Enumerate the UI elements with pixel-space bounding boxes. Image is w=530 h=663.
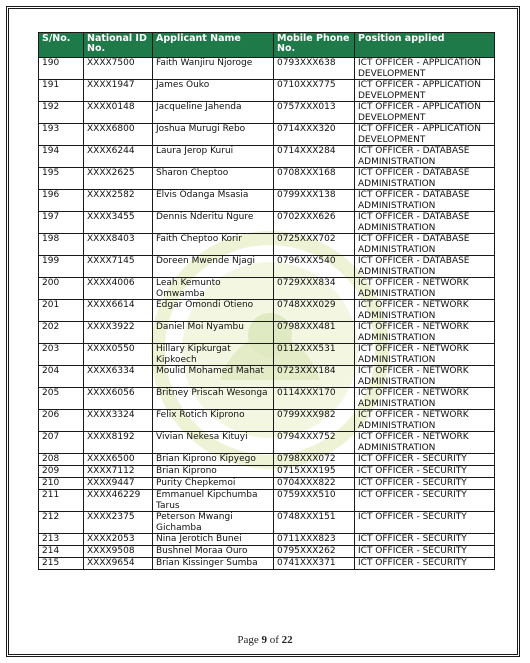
cell-sno: 208 (39, 454, 84, 466)
cell-sno: 190 (39, 58, 84, 80)
table-row (39, 300, 495, 322)
cell-national-id: XXXX4006 (84, 278, 153, 300)
cell-position: ICT OFFICER - DATABASE ADMINISTRATION (355, 190, 495, 212)
cell-mobile-phone: 0702XXX626 (274, 212, 355, 234)
cell-mobile-phone: 0714XXX320 (274, 124, 355, 146)
table-row (39, 124, 495, 146)
cell-national-id: XXXX2582 (84, 190, 153, 212)
cell-national-id: XXXX0148 (84, 102, 153, 124)
cell-sno: 206 (39, 410, 84, 432)
cell-national-id: XXXX3455 (84, 212, 153, 234)
cell-national-id: XXXX6800 (84, 124, 153, 146)
cell-sno: 214 (39, 546, 84, 558)
cell-mobile-phone: 0798XXX481 (274, 322, 355, 344)
cell-sno: 197 (39, 212, 84, 234)
cell-position: ICT OFFICER - APPLICATION DEVELOPMENT (355, 124, 495, 146)
cell-sno: 191 (39, 80, 84, 102)
cell-mobile-phone: 0794XXX752 (274, 432, 355, 454)
cell-position: ICT OFFICER - NETWORK ADMINISTRATION (355, 344, 495, 366)
cell-national-id: XXXX8192 (84, 432, 153, 454)
table-row (39, 432, 495, 454)
cell-position: ICT OFFICER - DATABASE ADMINISTRATION (355, 256, 495, 278)
cell-mobile-phone: 0704XXX822 (274, 478, 355, 490)
cell-sno: 196 (39, 190, 84, 212)
cell-applicant-name: James Ouko (153, 80, 274, 102)
cell-national-id: XXXX7500 (84, 58, 153, 80)
applicants-table (38, 32, 495, 570)
table-row (39, 512, 495, 534)
cell-applicant-name: Faith Wanjiru Njoroge (153, 58, 274, 80)
cell-mobile-phone: 0708XXX168 (274, 168, 355, 190)
cell-sno: 209 (39, 466, 84, 478)
table-row (39, 168, 495, 190)
cell-applicant-name: Hillary Kipkurgat Kipkoech (153, 344, 274, 366)
cell-position: ICT OFFICER - APPLICATION DEVELOPMENT (355, 102, 495, 124)
cell-national-id: XXXX6334 (84, 366, 153, 388)
cell-national-id: XXXX3922 (84, 322, 153, 344)
cell-position: ICT OFFICER - NETWORK ADMINISTRATION (355, 278, 495, 300)
col-header-sno: S/No. (39, 33, 84, 58)
cell-mobile-phone: 0795XXX262 (274, 546, 355, 558)
cell-applicant-name: Purity Chepkemoi (153, 478, 274, 490)
table-row (39, 534, 495, 546)
cell-sno: 212 (39, 512, 84, 534)
cell-position: ICT OFFICER - DATABASE ADMINISTRATION (355, 168, 495, 190)
footer-prefix: Page (237, 634, 259, 646)
cell-applicant-name: Elvis Odanga Msasia (153, 190, 274, 212)
cell-mobile-phone: 0723XXX184 (274, 366, 355, 388)
cell-national-id: XXXX2053 (84, 534, 153, 546)
cell-position: ICT OFFICER - SECURITY (355, 454, 495, 466)
cell-applicant-name: Vivian Nekesa Kituyi (153, 432, 274, 454)
table-row (39, 366, 495, 388)
table-row (39, 212, 495, 234)
cell-national-id: XXXX2625 (84, 168, 153, 190)
cell-sno: 211 (39, 490, 84, 512)
cell-sno: 207 (39, 432, 84, 454)
cell-mobile-phone: 0714XXX284 (274, 146, 355, 168)
col-header-applicant-name: Applicant Name (153, 33, 274, 58)
table-row (39, 388, 495, 410)
table-row (39, 80, 495, 102)
cell-national-id: XXXX0550 (84, 344, 153, 366)
cell-applicant-name: Bushnel Moraa Ouro (153, 546, 274, 558)
cell-national-id: XXXX6614 (84, 300, 153, 322)
cell-position: ICT OFFICER - DATABASE ADMINISTRATION (355, 234, 495, 256)
col-header-mobile-phone: Mobile Phone No. (274, 33, 355, 58)
cell-sno: 194 (39, 146, 84, 168)
cell-mobile-phone: 0793XXX638 (274, 58, 355, 80)
cell-national-id: XXXX2375 (84, 512, 153, 534)
cell-mobile-phone: 0799XXX138 (274, 190, 355, 212)
cell-applicant-name: Moulid Mohamed Mahat (153, 366, 274, 388)
cell-sno: 200 (39, 278, 84, 300)
table-header-row (39, 33, 495, 58)
table-row (39, 322, 495, 344)
current-page-number: 9 (261, 634, 267, 646)
table-row (39, 558, 495, 570)
cell-mobile-phone: 0725XXX702 (274, 234, 355, 256)
cell-applicant-name: Emmanuel Kipchumba Tarus (153, 490, 274, 512)
cell-national-id: XXXX6056 (84, 388, 153, 410)
cell-applicant-name: Edgar Omondi Otieno (153, 300, 274, 322)
cell-mobile-phone: 0799XXX982 (274, 410, 355, 432)
table-row (39, 58, 495, 80)
table-row (39, 190, 495, 212)
cell-national-id: XXXX8403 (84, 234, 153, 256)
cell-national-id: XXXX46229 (84, 490, 153, 512)
cell-sno: 203 (39, 344, 84, 366)
cell-mobile-phone: 0741XXX371 (274, 558, 355, 570)
cell-sno: 204 (39, 366, 84, 388)
table-row (39, 256, 495, 278)
cell-mobile-phone: 0796XXX540 (274, 256, 355, 278)
cell-applicant-name: Doreen Mwende Njagi (153, 256, 274, 278)
cell-mobile-phone: 0715XXX195 (274, 466, 355, 478)
cell-position: ICT OFFICER - SECURITY (355, 534, 495, 546)
cell-position: ICT OFFICER - DATABASE ADMINISTRATION (355, 212, 495, 234)
table-row (39, 102, 495, 124)
cell-mobile-phone: 0748XXX029 (274, 300, 355, 322)
cell-national-id: XXXX6500 (84, 454, 153, 466)
table-row (39, 546, 495, 558)
cell-applicant-name: Joshua Murugi Rebo (153, 124, 274, 146)
cell-mobile-phone: 0748XXX151 (274, 512, 355, 534)
cell-national-id: XXXX9508 (84, 546, 153, 558)
cell-sno: 205 (39, 388, 84, 410)
cell-mobile-phone: 0798XXX072 (274, 454, 355, 466)
table-row (39, 278, 495, 300)
cell-position: ICT OFFICER - APPLICATION DEVELOPMENT (355, 80, 495, 102)
cell-applicant-name: Brian Kiprono (153, 466, 274, 478)
cell-position: ICT OFFICER - DATABASE ADMINISTRATION (355, 146, 495, 168)
table-row (39, 344, 495, 366)
cell-applicant-name: Peterson Mwangi Gichamba (153, 512, 274, 534)
cell-mobile-phone: 0729XXX834 (274, 278, 355, 300)
cell-position: ICT OFFICER - NETWORK ADMINISTRATION (355, 366, 495, 388)
cell-position: ICT OFFICER - SECURITY (355, 466, 495, 478)
table-row (39, 454, 495, 466)
cell-position: ICT OFFICER - SECURITY (355, 558, 495, 570)
col-header-national-id: National ID No. (84, 33, 153, 58)
cell-sno: 210 (39, 478, 84, 490)
cell-national-id: XXXX9447 (84, 478, 153, 490)
col-header-position: Position applied (355, 33, 495, 58)
cell-sno: 195 (39, 168, 84, 190)
cell-sno: 199 (39, 256, 84, 278)
cell-national-id: XXXX9654 (84, 558, 153, 570)
cell-applicant-name: Jacqueline Jahenda (153, 102, 274, 124)
footer-of: of (269, 634, 279, 646)
cell-position: ICT OFFICER - SECURITY (355, 478, 495, 490)
cell-mobile-phone: 0757XXX013 (274, 102, 355, 124)
cell-mobile-phone: 0710XXX775 (274, 80, 355, 102)
cell-national-id: XXXX7145 (84, 256, 153, 278)
cell-applicant-name: Brian Kiprono Kipyego (153, 454, 274, 466)
table-body (39, 58, 495, 570)
cell-position: ICT OFFICER - NETWORK ADMINISTRATION (355, 410, 495, 432)
cell-applicant-name: Daniel Moi Nyambu (153, 322, 274, 344)
cell-sno: 198 (39, 234, 84, 256)
cell-national-id: XXXX3324 (84, 410, 153, 432)
table-row (39, 466, 495, 478)
cell-position: ICT OFFICER - NETWORK ADMINISTRATION (355, 300, 495, 322)
page-footer (0, 634, 530, 646)
cell-sno: 193 (39, 124, 84, 146)
cell-position: ICT OFFICER - SECURITY (355, 546, 495, 558)
cell-position: ICT OFFICER - NETWORK ADMINISTRATION (355, 322, 495, 344)
table-row (39, 146, 495, 168)
cell-mobile-phone: 0114XXX170 (274, 388, 355, 410)
cell-applicant-name: Laura Jerop Kurui (153, 146, 274, 168)
cell-position: ICT OFFICER - SECURITY (355, 512, 495, 534)
cell-sno: 213 (39, 534, 84, 546)
table-row (39, 478, 495, 490)
cell-sno: 215 (39, 558, 84, 570)
total-pages: 22 (281, 634, 293, 646)
cell-position: ICT OFFICER - APPLICATION DEVELOPMENT (355, 58, 495, 80)
cell-sno: 192 (39, 102, 84, 124)
cell-national-id: XXXX1947 (84, 80, 153, 102)
cell-position: ICT OFFICER - SECURITY (355, 490, 495, 512)
cell-position: ICT OFFICER - NETWORK ADMINISTRATION (355, 432, 495, 454)
cell-mobile-phone: 0112XXX531 (274, 344, 355, 366)
table-row (39, 410, 495, 432)
cell-applicant-name: Leah Kemunto Omwamba (153, 278, 274, 300)
cell-applicant-name: Nina Jerotich Bunei (153, 534, 274, 546)
cell-mobile-phone: 0759XXX510 (274, 490, 355, 512)
cell-mobile-phone: 0711XXX823 (274, 534, 355, 546)
cell-applicant-name: Faith Cheptoo Korir (153, 234, 274, 256)
cell-national-id: XXXX6244 (84, 146, 153, 168)
cell-sno: 202 (39, 322, 84, 344)
cell-applicant-name: Sharon Cheptoo (153, 168, 274, 190)
cell-applicant-name: Felix Rotich Kiprono (153, 410, 274, 432)
cell-applicant-name: Brian Kissinger Sumba (153, 558, 274, 570)
table-row (39, 234, 495, 256)
table-row (39, 490, 495, 512)
cell-applicant-name: Dennis Nderitu Ngure (153, 212, 274, 234)
cell-position: ICT OFFICER - NETWORK ADMINISTRATION (355, 388, 495, 410)
cell-sno: 201 (39, 300, 84, 322)
cell-national-id: XXXX7112 (84, 466, 153, 478)
cell-applicant-name: Britney Priscah Wesonga (153, 388, 274, 410)
